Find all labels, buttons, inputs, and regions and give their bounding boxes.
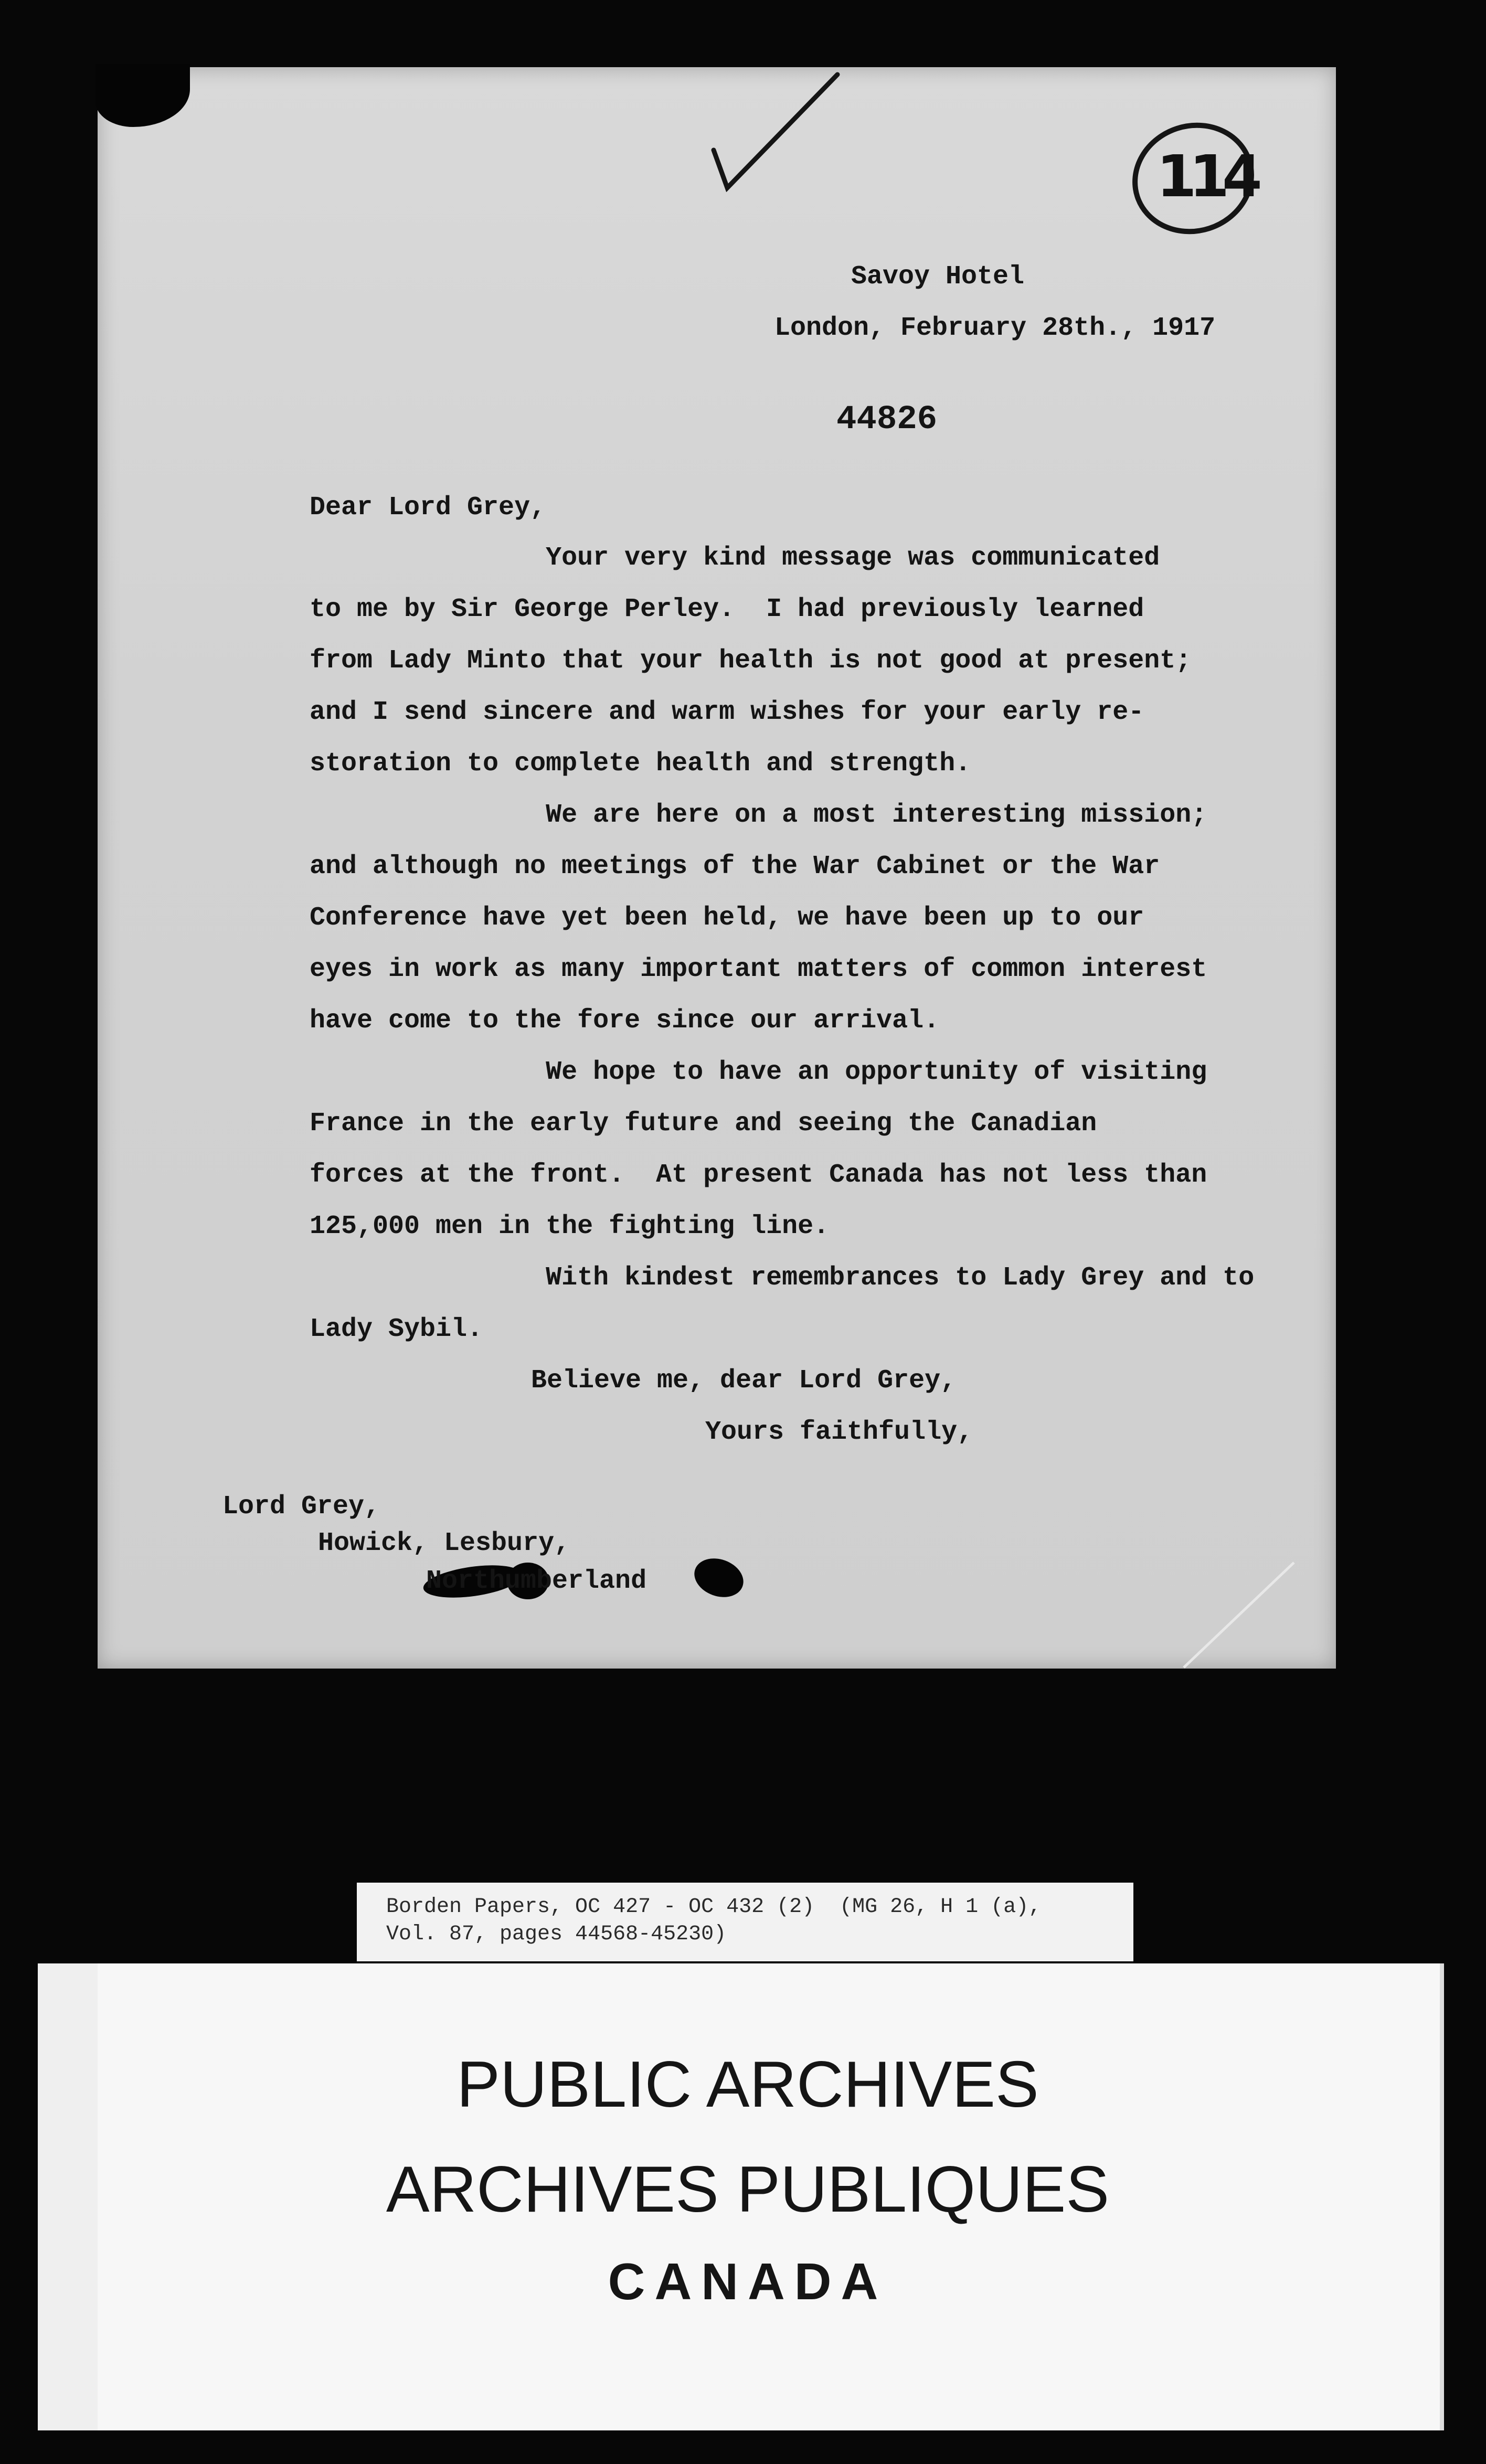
letter-reference-number: 44826 — [836, 401, 938, 439]
archive-title-english: PUBLIC ARCHIVES — [457, 2048, 1039, 2121]
letter-body-line: from Lady Minto that your health is not good at present; — [310, 646, 1192, 676]
paper-tear-mark — [1179, 1557, 1299, 1673]
letter-page — [98, 67, 1336, 1669]
letter-body-line: and I send sincere and warm wishes for your early re- — [310, 697, 1144, 727]
letter-hotel: Savoy Hotel — [851, 262, 1025, 292]
letter-body-line: eyes in work as many important matters of common interest — [310, 954, 1207, 984]
archive-reference-label — [357, 1883, 1133, 1961]
archive-title-french: ARCHIVES PUBLIQUES — [386, 2153, 1110, 2226]
circled-page-number — [1126, 115, 1262, 236]
letter-closing-signoff: Yours faithfully, — [705, 1417, 973, 1447]
archive-target-card — [38, 1963, 1444, 2430]
checkmark-mark — [706, 71, 843, 192]
letter-body-line: forces at the front. At present Canada has not less than — [310, 1160, 1207, 1190]
letter-body-line: Conference have yet been held, we have been up to our — [310, 903, 1144, 933]
address-line: Northumberland — [426, 1566, 647, 1596]
letter-closing: Believe me, dear Lord Grey, — [531, 1366, 957, 1396]
letter-body-line: to me by Sir George Perley. I had previously learned — [310, 594, 1144, 624]
letter-body-line: storation to complete health and strength. — [310, 749, 971, 779]
letter-body-line: and although no meetings of the War Cabinet or the War — [310, 852, 1160, 881]
ink-blot-top-left — [95, 64, 190, 127]
address-name: Lord Grey, — [222, 1492, 380, 1522]
address-line: Howick, Lesbury, — [318, 1528, 570, 1558]
archive-reference-line: Borden Papers, OC 427 - OC 432 (2) (MG 26, H 1 (a), — [386, 1895, 1042, 1919]
handwritten-number: 114 — [1156, 143, 1255, 210]
letter-body-line: France in the early future and seeing the Canadian — [310, 1109, 1097, 1139]
ink-blot-bottom-3 — [689, 1552, 749, 1604]
letter-body-line: have come to the fore since our arrival. — [310, 1006, 940, 1036]
letter-body-line: We are here on a most interesting mission; — [310, 800, 1207, 830]
archive-reference-line: Vol. 87, pages 44568-45230) — [386, 1923, 727, 1946]
letter-body-line: 125,000 men in the fighting line. — [310, 1212, 830, 1241]
letter-salutation: Dear Lord Grey, — [310, 493, 546, 523]
letter-body-line: With kindest remembrances to Lady Grey and to — [310, 1263, 1255, 1293]
letter-body-line: Lady Sybil. — [310, 1314, 483, 1344]
letter-place-date: London, February 28th., 1917 — [774, 313, 1216, 343]
archive-country: CANADA — [608, 2253, 888, 2310]
letter-body-line: Your very kind message was communicated — [310, 543, 1160, 573]
letter-body-line: We hope to have an opportunity of visiting — [310, 1057, 1207, 1087]
archive-target-inner — [98, 1963, 1440, 2430]
